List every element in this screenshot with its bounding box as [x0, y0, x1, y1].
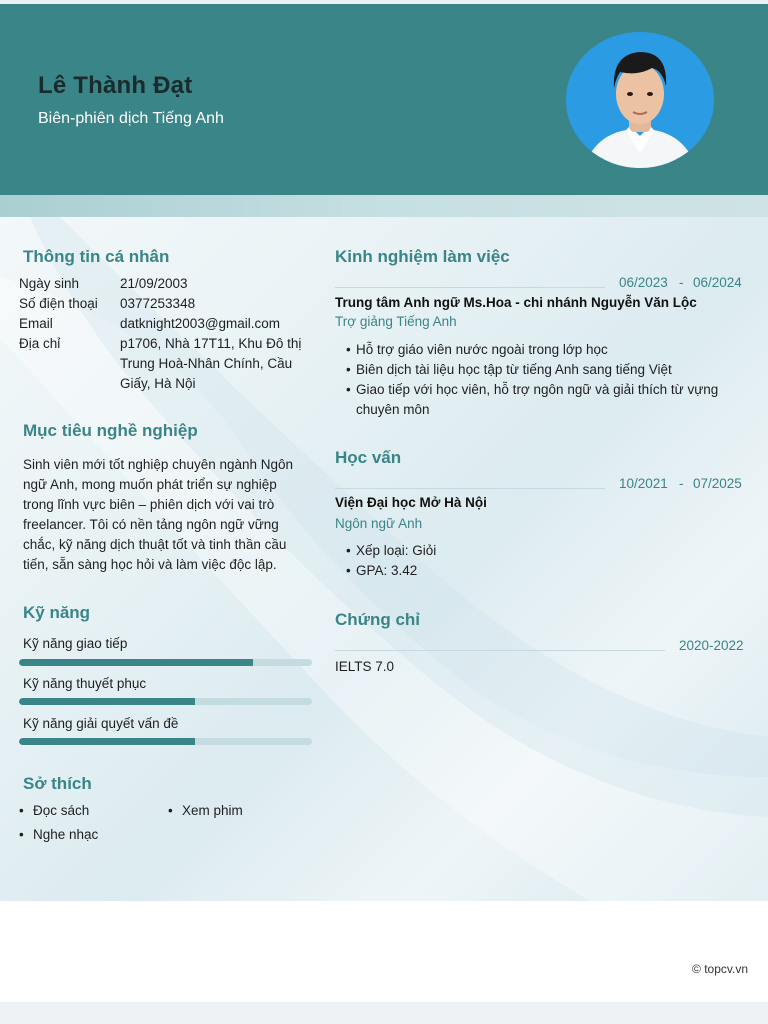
experience-start-date: 06/2023	[619, 275, 668, 290]
education-bullet: • GPA: 3.42	[356, 561, 736, 581]
hobby-item: • Đọc sách	[33, 801, 89, 821]
info-label: Ngày sinh	[19, 276, 80, 291]
skill-label: Kỹ năng giải quyết vấn đề	[23, 716, 179, 731]
education-bullet: • Xếp loại: Giỏi	[356, 541, 736, 561]
info-value: 0377253348	[120, 296, 196, 311]
experience-divider	[335, 287, 605, 288]
skills-heading: Kỹ năng	[23, 603, 91, 622]
school-name: Viện Đại học Mở Hà Nội	[335, 495, 487, 510]
skill-bar	[19, 738, 312, 745]
bottom-edge	[0, 1002, 768, 1024]
education-end-date: 07/2025	[693, 476, 742, 491]
date-separator: -	[679, 476, 684, 491]
major: Ngôn ngữ Anh	[335, 516, 423, 531]
objective-text: Sinh viên mới tốt nghiệp chuyên ngành Ngôn ngữ Anh, mong muốn phát triển sự nghiệp trong lĩnh vực biên – phiên dịch với vai trò freelancer. Tôi có nền tảng ngôn ngữ vững chắc, kỹ năng dịch thuật tốt và tinh thần cầu tiến, sẵn sàng học hỏi và làm việc độc lập.	[23, 457, 294, 572]
education-divider	[335, 488, 605, 489]
skill-label: Kỹ năng thuyết phục	[23, 676, 147, 691]
avatar-photo	[566, 32, 714, 168]
skill-bar-fill	[19, 698, 195, 705]
skill-bar	[19, 659, 312, 666]
hobbies-heading: Sở thích	[23, 774, 92, 793]
hobby-item: • Nghe nhạc	[33, 825, 98, 845]
candidate-title: Biên-phiên dịch Tiếng Anh	[38, 110, 224, 127]
certificates-heading: Chứng chỉ	[335, 610, 421, 629]
experience-heading: Kinh nghiệm làm việc	[335, 247, 510, 266]
copyright-text: © topcv.vn	[692, 962, 748, 976]
skill-label: Kỹ năng giao tiếp	[23, 636, 128, 651]
experience-bullet: • Biên dịch tài liệu học tập từ tiếng Anh sang tiếng Việt	[356, 360, 736, 380]
footer	[0, 901, 768, 1001]
candidate-name: Lê Thành Đạt	[38, 72, 193, 99]
skill-bar-fill	[19, 659, 253, 666]
experience-bullet: • Giao tiếp với học viên, hỗ trợ ngôn ngữ và giải thích từ vựng chuyên môn	[356, 380, 736, 420]
certificate-period: 2020-2022	[679, 638, 744, 653]
skill-bar	[19, 698, 312, 705]
experience-bullet: • Hỗ trợ giáo viên nước ngoài trong lớp học	[356, 340, 736, 360]
certificates-divider	[335, 650, 665, 651]
header-band	[0, 195, 768, 217]
info-label: Email	[19, 316, 53, 331]
info-value: datknight2003@gmail.com	[120, 316, 281, 331]
job-role: Trợ giảng Tiếng Anh	[335, 314, 457, 329]
hobby-item: • Xem phim	[182, 801, 243, 821]
info-label: Số điện thoại	[19, 296, 98, 311]
education-start-date: 10/2021	[619, 476, 668, 491]
info-value: 21/09/2003	[120, 276, 188, 291]
info-value: p1706, Nhà 17T11, Khu Đô thị Trung Hoà-Nhân Chính, Cầu Giấy, Hà Nội	[120, 336, 302, 391]
info-label: Địa chỉ	[19, 336, 61, 351]
date-separator: -	[679, 275, 684, 290]
objective-heading: Mục tiêu nghề nghiệp	[23, 421, 198, 440]
company-name: Trung tâm Anh ngữ Ms.Hoa - chi nhánh Nguyễn Văn Lộc	[335, 295, 697, 310]
personal-info-heading: Thông tin cá nhân	[23, 247, 170, 266]
education-heading: Học vấn	[335, 448, 402, 467]
avatar	[566, 32, 714, 168]
certificate-item: IELTS 7.0	[335, 659, 395, 674]
experience-end-date: 06/2024	[693, 275, 742, 290]
skill-bar-fill	[19, 738, 195, 745]
